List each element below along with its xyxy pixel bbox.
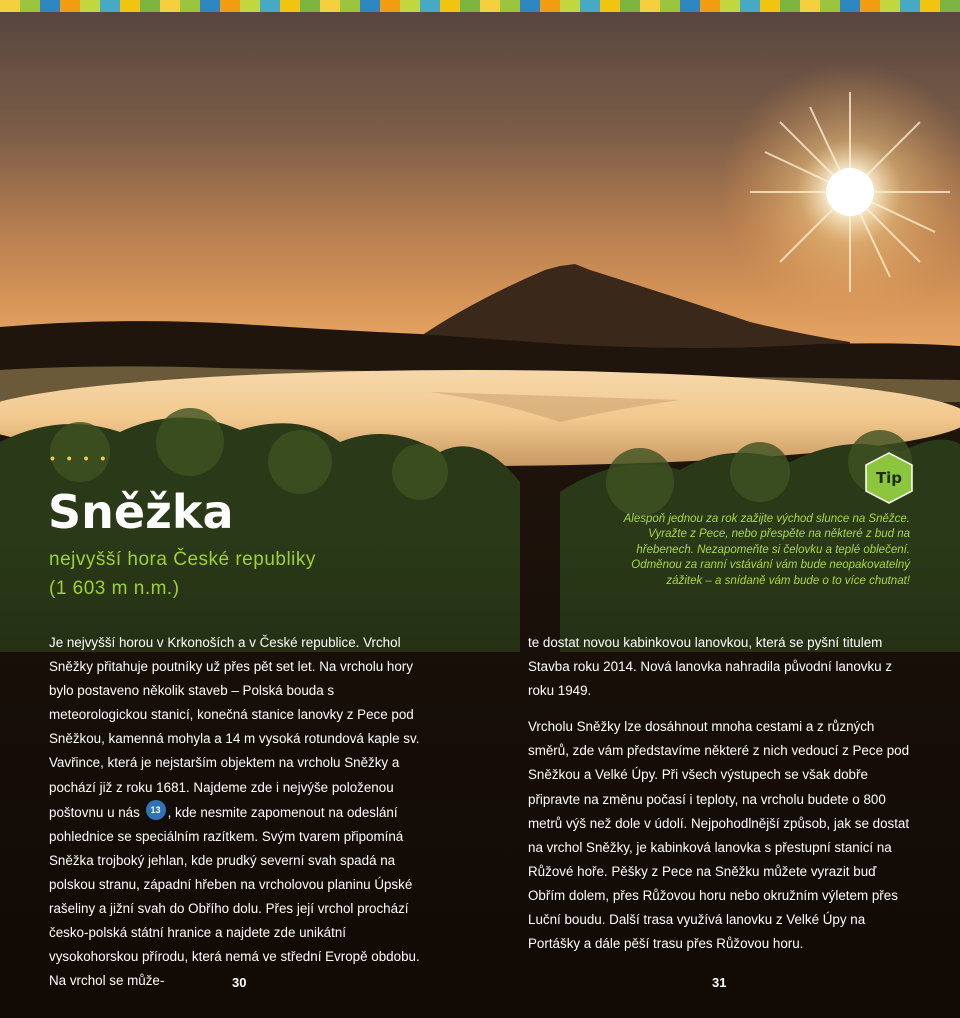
right-paragraph: Vrcholu Sněžky lze dosáhnout mnoha cestami a z různých směrů, zde vám představíme některé z nich vedoucí z Pece pod Sněžkou a Velké Úpy. Při všech výstupech se však dobře připravte na změnu počasí i teploty, na vrcholu budete o 800 metrů výš než dole v údolí. Nejpohodlnější způsob, jak se dostat na vrchol Sněžky, je kabinková lanovka s přestupní stanicí na Růžové hoře. Pěšky z Pece na Sněžku můžete vyrazit buď Obřím dolem, přes Růžovou horu nebo okružním výletem přes Luční boudu. Další trasa využívá lanovku z Velké Úpy na Portášky a dále pěší trasu přes Růžovou horu. xyxy=(528,719,910,952)
map-marker-badge: 13 xyxy=(146,800,166,820)
left-paragraph xyxy=(49,631,433,993)
stripe-segment xyxy=(540,0,560,12)
decorative-dots: • • • • xyxy=(50,450,110,466)
stripe-segment xyxy=(440,0,460,12)
stripe-segment xyxy=(0,0,20,12)
tip-text: Alespoň jednou za rok zažijte východ slunce na Sněžce. Vyražte z Pece, nebo přespěte na některé z bud na hřebenech. Nezapomeňte si čelovku a teplé oblečení. Odměnou za ranní vstávání vám bude neopakovatelný zážitek – a snídaně vám bude o to více chutnat! xyxy=(623,513,910,587)
stripe-segment xyxy=(680,0,700,12)
stripe-segment xyxy=(280,0,300,12)
stripe-segment xyxy=(400,0,420,12)
subtitle-line: (1 603 m n.m.) xyxy=(49,578,180,599)
stripe-segment xyxy=(380,0,400,12)
body-text: Je nejvyšší horou v Krkonoších a v České republice. Vrchol Sněžky přitahuje poutníky už přes pět set let. Na vrcholu hory bylo postaveno několik staveb – Polská bouda s meteorologickou stanicí, konečná stanice lanovky z Pece pod Sněžkou, kamenná mohyla a 14 m vysoká rotundová kaple sv. Vavřince, která je nejstarším objektem na vrcholu Sněžky a pochází již z roku 1681. Najdeme zde i nejvýše položenou poštovnu u nás xyxy=(49,635,420,820)
stripe-segment xyxy=(880,0,900,12)
body-text: , kde nesmite zapomenout na odeslání pohlednice se speciálním razítkem. Svým tvarem připomíná Sněžka trojboký jehlan, kde prudký severní svah spadá na polskou stranu, západní hřeben na vrcholovou planinu Úpské rašeliny a jižní svah do Obřího dolu. Přes její vrchol prochází česko-polská státní hranice a najdete zde unikátní vysokohorskou přírodu, která nemá ve střední Evropě obdobu. Na vrchol se může- xyxy=(49,804,420,989)
stripe-segment xyxy=(560,0,580,12)
stripe-segment xyxy=(80,0,100,12)
stripe-segment xyxy=(360,0,380,12)
color-stripe-bar xyxy=(0,0,960,12)
stripe-segment xyxy=(860,0,880,12)
stripe-segment xyxy=(920,0,940,12)
stripe-segment xyxy=(340,0,360,12)
stripe-segment xyxy=(480,0,500,12)
stripe-segment xyxy=(140,0,160,12)
stripe-segment xyxy=(660,0,680,12)
stripe-segment xyxy=(820,0,840,12)
page-title: Sněžka xyxy=(48,485,234,539)
stripe-segment xyxy=(320,0,340,12)
stripe-segment xyxy=(220,0,240,12)
subtitle xyxy=(49,545,316,603)
stripe-segment xyxy=(620,0,640,12)
stripe-segment xyxy=(60,0,80,12)
left-column xyxy=(49,631,433,993)
stripe-segment xyxy=(200,0,220,12)
right-column xyxy=(528,631,912,956)
tip-badge xyxy=(864,452,914,504)
stripe-segment xyxy=(840,0,860,12)
tip-label: Tip xyxy=(875,469,903,487)
sun xyxy=(826,168,874,216)
stripe-segment xyxy=(300,0,320,12)
stripe-segment xyxy=(580,0,600,12)
stripe-segment xyxy=(640,0,660,12)
page-number-right: 31 xyxy=(712,975,727,990)
stripe-segment xyxy=(520,0,540,12)
stripe-segment xyxy=(780,0,800,12)
stripe-segment xyxy=(100,0,120,12)
stripe-segment xyxy=(940,0,960,12)
page-number-left: 30 xyxy=(232,975,247,990)
stripe-segment xyxy=(40,0,60,12)
stripe-segment xyxy=(720,0,740,12)
stripe-segment xyxy=(760,0,780,12)
stripe-segment xyxy=(700,0,720,12)
stripe-segment xyxy=(20,0,40,12)
right-paragraph: te dostat novou kabinkovou lanovkou, která se pyšní titulem Stavba roku 2014. Nová lanovka nahradila původní lanovku z roku 1949. xyxy=(528,635,893,699)
stripe-segment xyxy=(900,0,920,12)
stripe-segment xyxy=(420,0,440,12)
stripe-segment xyxy=(600,0,620,12)
stripe-segment xyxy=(260,0,280,12)
stripe-segment xyxy=(460,0,480,12)
stripe-segment xyxy=(180,0,200,12)
stripe-segment xyxy=(500,0,520,12)
stripe-segment xyxy=(240,0,260,12)
stripe-segment xyxy=(120,0,140,12)
stripe-segment xyxy=(800,0,820,12)
stripe-segment xyxy=(740,0,760,12)
stripe-segment xyxy=(160,0,180,12)
subtitle-line: nejvyšší hora České republiky xyxy=(49,549,316,570)
